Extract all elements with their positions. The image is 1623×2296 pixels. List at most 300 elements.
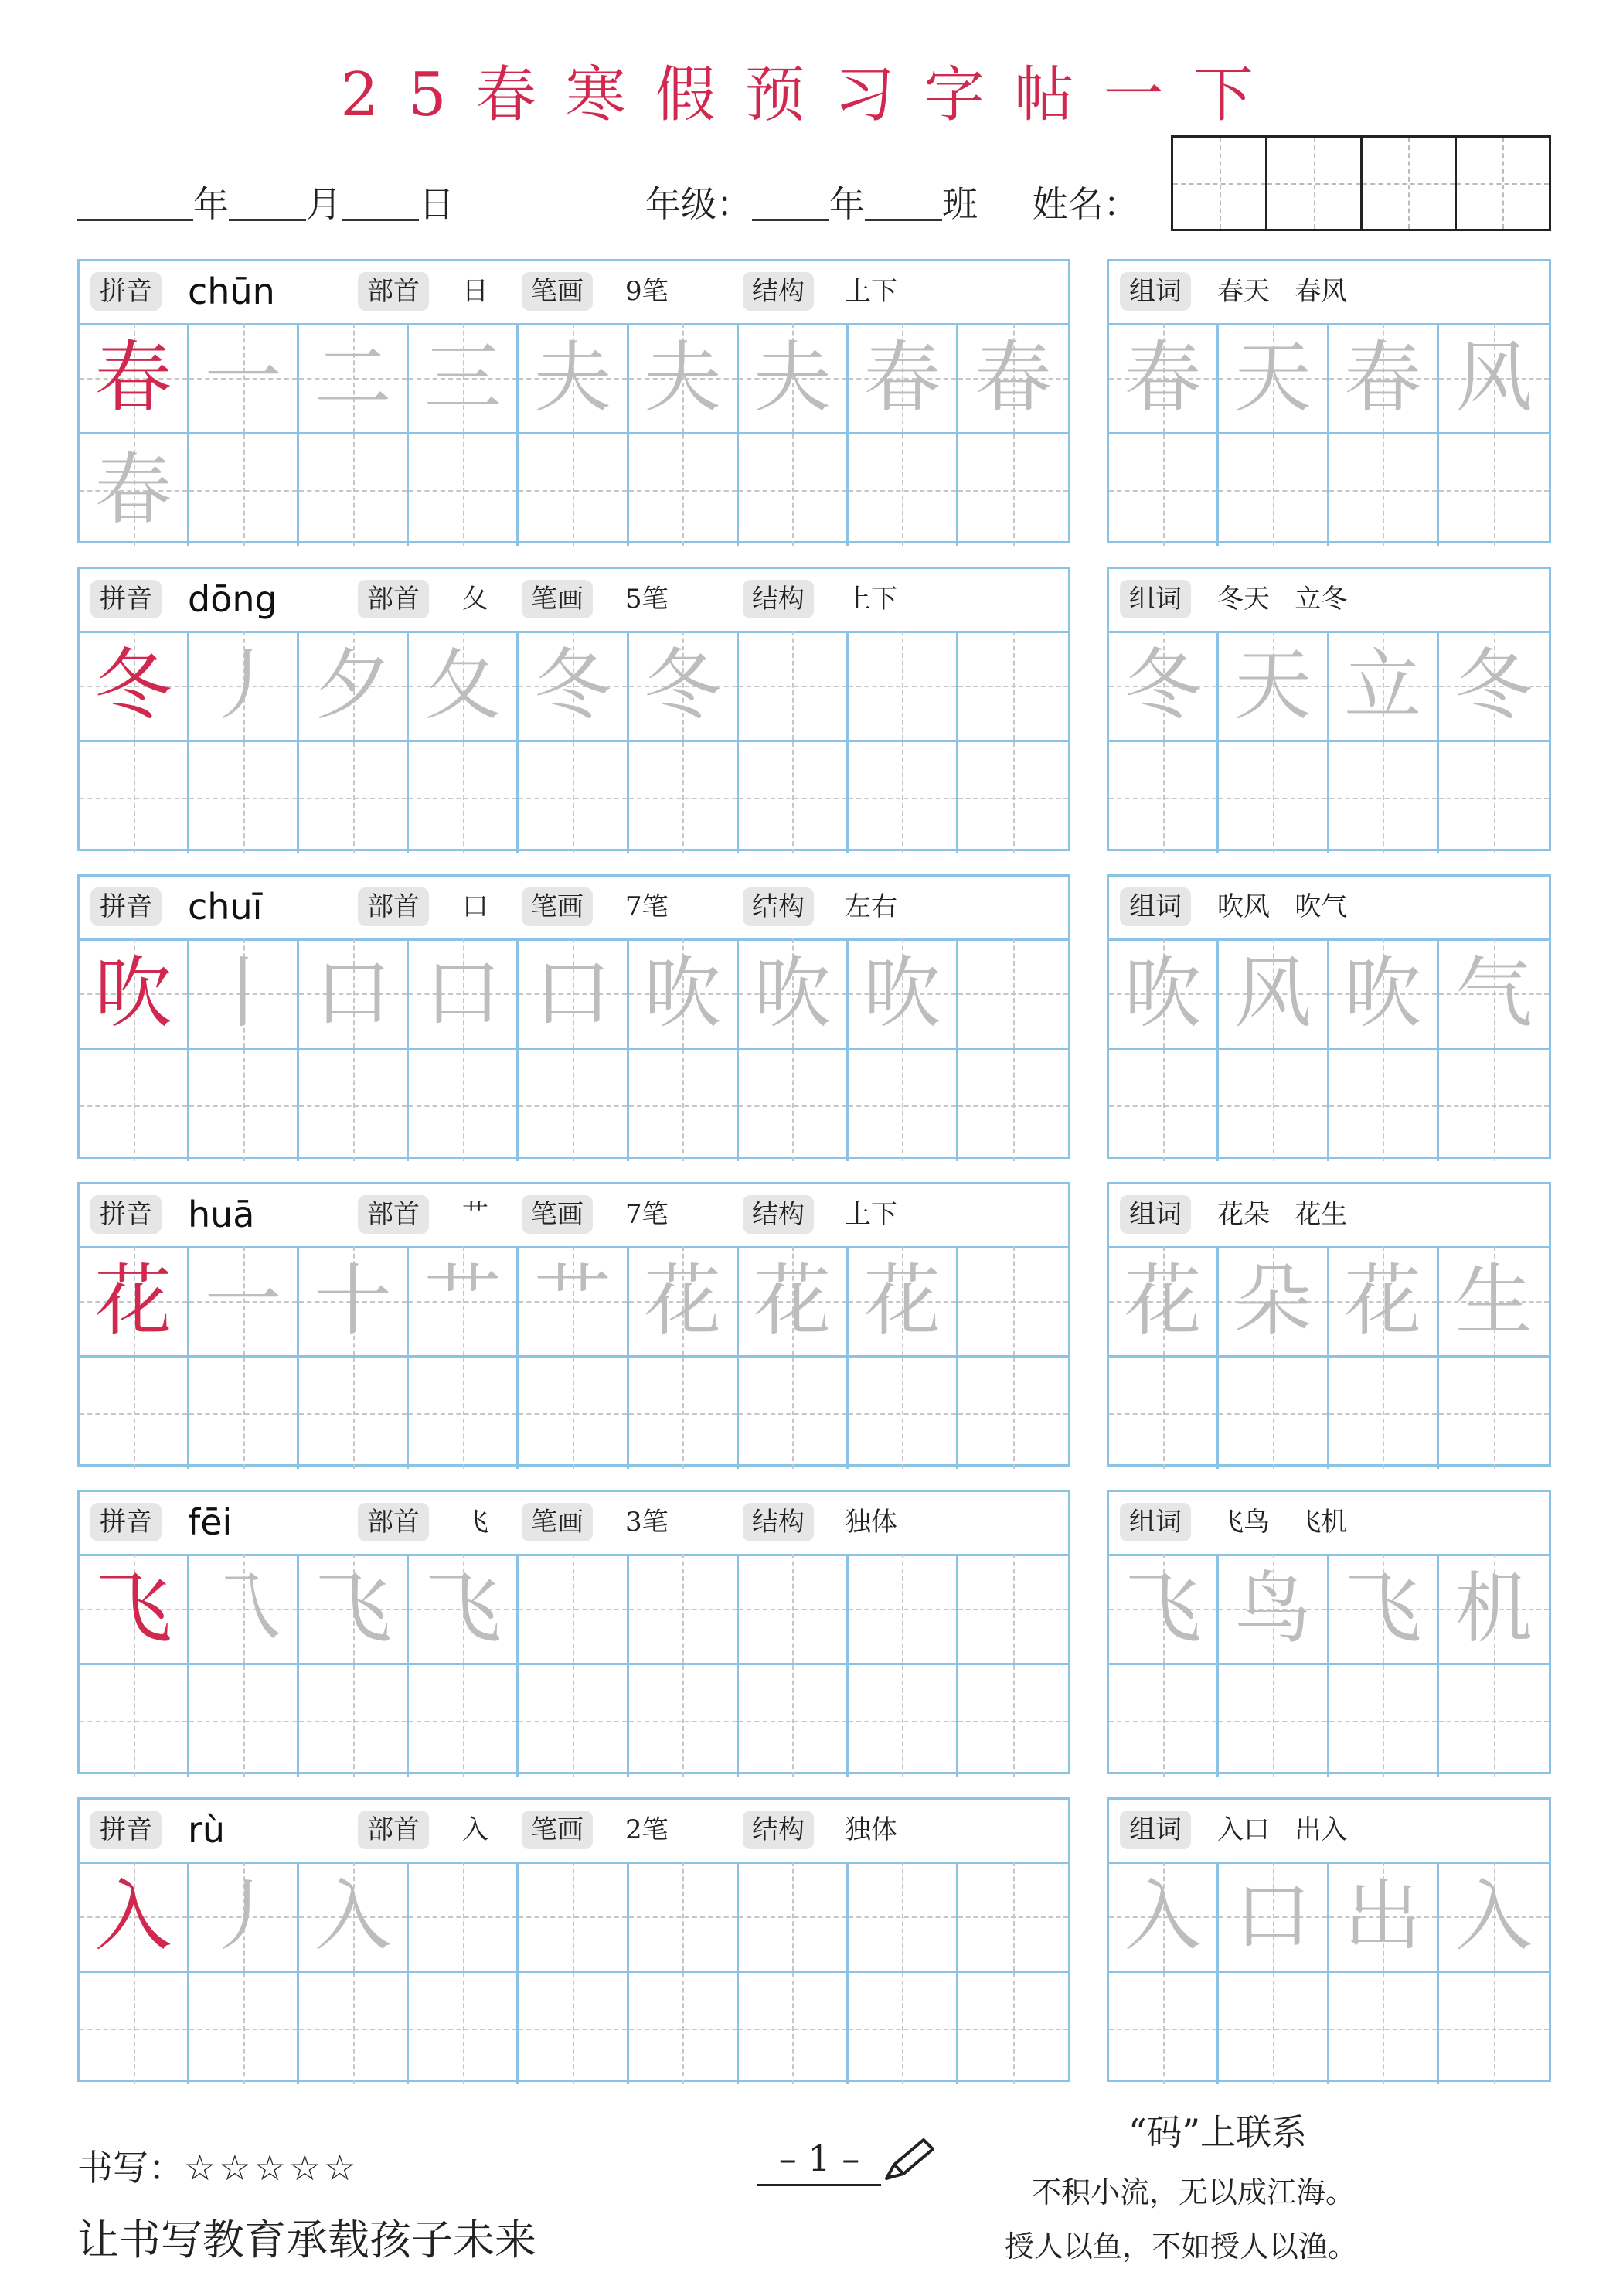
writing-cell[interactable] (629, 938, 739, 1050)
page-title: 25春寒假预习字帖一下 (340, 60, 1283, 130)
writing-cell[interactable] (1109, 434, 1219, 546)
strokes-value: 7笔 (625, 1199, 669, 1230)
name-cell[interactable] (1173, 138, 1265, 229)
trace-character: 夕 (314, 639, 392, 731)
block-header (80, 1800, 1068, 1864)
writing-grid (80, 1862, 1068, 2080)
writing-cell[interactable] (739, 1554, 849, 1665)
writing-cell[interactable] (80, 434, 189, 546)
writing-cell[interactable] (409, 1862, 519, 1973)
writing-cell[interactable] (80, 631, 189, 742)
pinyin-label: 拼音 (90, 887, 162, 926)
writing-cell[interactable] (849, 1862, 958, 1973)
writing-cell[interactable] (1439, 1862, 1549, 1973)
radical-label: 部首 (358, 1195, 429, 1234)
writing-cell[interactable] (849, 742, 958, 853)
writing-cell[interactable] (1439, 631, 1549, 742)
writing-cell[interactable] (849, 1050, 958, 1161)
writing-cell[interactable] (1439, 1554, 1549, 1665)
writing-cell[interactable] (629, 1554, 739, 1665)
writing-cell[interactable] (629, 1246, 739, 1358)
writing-cell[interactable] (299, 1862, 409, 1973)
writing-cell[interactable] (1109, 631, 1219, 742)
writing-cell[interactable] (1109, 1358, 1219, 1469)
writing-cell[interactable] (1329, 1050, 1439, 1161)
writing-cell[interactable] (409, 323, 519, 434)
trace-word-character: 气 (1455, 947, 1533, 1038)
writing-cell[interactable] (739, 1358, 849, 1469)
writing-cell[interactable] (1439, 1050, 1549, 1161)
writing-cell[interactable] (1439, 434, 1549, 546)
quote-line: 授人以鱼，不如授人以渔。 (1005, 2230, 1358, 2264)
char-practice-block (77, 567, 1070, 851)
pinyin-label: 拼音 (90, 580, 162, 618)
writing-cell[interactable] (299, 1246, 409, 1358)
writing-cell[interactable] (1329, 742, 1439, 853)
trace-character: 艹 (533, 1255, 611, 1346)
grade-line: 年级： 年 班 姓名： (645, 183, 1139, 225)
structure-value: 左右 (845, 891, 897, 922)
writing-cell[interactable] (1219, 323, 1329, 434)
trace-character: 春 (863, 332, 941, 423)
class-blank[interactable] (865, 185, 942, 221)
radical-value: 夂 (462, 584, 488, 615)
writing-cell[interactable] (849, 938, 958, 1050)
pinyin-value: chuī (188, 886, 263, 928)
writing-cell[interactable] (80, 1665, 189, 1777)
words-value: 入口 出入 (1217, 1814, 1348, 1845)
pinyin-label: 拼音 (90, 272, 162, 311)
writing-cell[interactable] (958, 742, 1068, 853)
block-header (80, 1492, 1068, 1556)
trace-character: 丿 (204, 639, 282, 731)
writing-cell[interactable] (739, 1973, 849, 2084)
writing-cell[interactable] (849, 1358, 958, 1469)
writing-cell[interactable] (189, 1246, 299, 1358)
writing-cell[interactable] (739, 938, 849, 1050)
writing-cell[interactable] (299, 1665, 409, 1777)
writing-cell[interactable] (189, 1554, 299, 1665)
writing-cell[interactable] (519, 938, 628, 1050)
pinyin-value: chūn (188, 271, 275, 312)
word-grid (1109, 1554, 1549, 1772)
trace-character: 一 (204, 332, 282, 423)
writing-cell[interactable] (409, 1665, 519, 1777)
writing-cell[interactable] (1109, 1050, 1219, 1161)
writing-cell[interactable] (1329, 1246, 1439, 1358)
writing-cell[interactable] (1439, 1665, 1549, 1777)
writing-cell[interactable] (1109, 1862, 1219, 1973)
name-cell[interactable] (1360, 138, 1455, 229)
writing-cell[interactable] (519, 434, 628, 546)
writing-cell[interactable] (299, 1050, 409, 1161)
year-blank[interactable] (77, 185, 193, 221)
model-character: 春 (94, 332, 172, 423)
writing-cell[interactable] (739, 1050, 849, 1161)
strokes-value: 5笔 (625, 584, 669, 615)
writing-cell[interactable] (849, 1554, 958, 1665)
word-header (1109, 1492, 1549, 1556)
char-practice-block (77, 874, 1070, 1159)
writing-grid (80, 1246, 1068, 1464)
trace-character: 三 (424, 332, 502, 423)
writing-cell[interactable] (1439, 938, 1549, 1050)
writing-grid (80, 938, 1068, 1157)
words-value: 春天 春风 (1217, 276, 1348, 307)
trace-word-character: 天 (1233, 332, 1312, 423)
writing-cell[interactable] (1329, 1862, 1439, 1973)
date-line: 年 月 日 (77, 176, 454, 227)
writing-cell[interactable] (299, 742, 409, 853)
writing-cell[interactable] (629, 1973, 739, 2084)
writing-cell[interactable] (189, 631, 299, 742)
block-header (80, 261, 1068, 325)
pinyin-value: huā (188, 1194, 255, 1235)
trace-word-character: 吹 (1124, 947, 1202, 1038)
strokes-label: 笔画 (522, 887, 593, 926)
writing-cell[interactable] (189, 1862, 299, 1973)
writing-cell[interactable] (739, 1246, 849, 1358)
writing-cell[interactable] (739, 742, 849, 853)
writing-cell[interactable] (629, 323, 739, 434)
radical-label: 部首 (358, 1811, 429, 1849)
writing-grid (80, 631, 1068, 849)
strokes-value: 9笔 (625, 276, 669, 307)
word-practice-block (1107, 1797, 1551, 2082)
block-header (80, 1184, 1068, 1248)
writing-cell[interactable] (299, 1358, 409, 1469)
trace-word-character: 冬 (1455, 639, 1533, 731)
writing-cell[interactable] (80, 323, 189, 434)
trace-character: 夫 (754, 332, 832, 423)
word-grid (1109, 631, 1549, 849)
trace-word-character: 风 (1455, 332, 1533, 423)
trace-character: 夫 (533, 332, 611, 423)
writing-grid (80, 323, 1068, 541)
word-grid (1109, 938, 1549, 1157)
writing-cell[interactable] (80, 1358, 189, 1469)
writing-cell[interactable] (519, 631, 628, 742)
writing-cell[interactable] (519, 1973, 628, 2084)
writing-cell[interactable] (1219, 1358, 1329, 1469)
word-grid (1109, 323, 1549, 541)
radical-label: 部首 (358, 580, 429, 618)
words-label: 组词 (1120, 1811, 1191, 1849)
word-header (1109, 569, 1549, 633)
contact-title: “码”上联系 (1128, 2111, 1308, 2153)
writing-cell[interactable] (629, 1358, 739, 1469)
writing-cell[interactable] (1439, 1246, 1549, 1358)
writing-cell[interactable] (958, 1050, 1068, 1161)
writing-cell[interactable] (849, 1665, 958, 1777)
writing-cell[interactable] (1329, 323, 1439, 434)
trace-character: 吹 (754, 947, 832, 1038)
writing-cell[interactable] (299, 323, 409, 434)
words-value: 冬天 立冬 (1217, 584, 1348, 615)
writing-cell[interactable] (1109, 1246, 1219, 1358)
page-number: – 1 – (757, 2138, 881, 2186)
trace-character: 十 (314, 1255, 392, 1346)
writing-cell[interactable] (409, 1050, 519, 1161)
trace-character: 丿 (204, 1870, 282, 1961)
trace-character: 冬 (644, 639, 722, 731)
trace-word-character: 吹 (1344, 947, 1422, 1038)
trace-character: 乁 (204, 1562, 282, 1654)
writing-cell[interactable] (519, 1554, 628, 1665)
pen-icon (877, 2134, 939, 2191)
writing-cell[interactable] (958, 1973, 1068, 2084)
trace-character: 飞 (424, 1562, 502, 1654)
block-header (80, 569, 1068, 633)
writing-cell[interactable] (409, 1973, 519, 2084)
writing-cell[interactable] (1329, 1665, 1439, 1777)
writing-cell[interactable] (1219, 1050, 1329, 1161)
model-character: 冬 (94, 639, 172, 731)
writing-cell[interactable] (189, 1050, 299, 1161)
trace-character: 口 (533, 947, 611, 1038)
writing-cell[interactable] (629, 631, 739, 742)
writing-cell[interactable] (409, 1246, 519, 1358)
trace-character: 花 (863, 1255, 941, 1346)
writing-cell[interactable] (409, 742, 519, 853)
trace-word-character: 鸟 (1233, 1562, 1312, 1654)
writing-cell[interactable] (1219, 938, 1329, 1050)
strokes-value: 7笔 (625, 891, 669, 922)
writing-cell[interactable] (958, 1862, 1068, 1973)
writing-cell[interactable] (189, 434, 299, 546)
month-blank[interactable] (229, 185, 306, 221)
writing-cell[interactable] (80, 1554, 189, 1665)
writing-cell[interactable] (1329, 631, 1439, 742)
writing-cell[interactable] (849, 323, 958, 434)
word-grid (1109, 1246, 1549, 1464)
writing-cell[interactable] (189, 742, 299, 853)
radical-value: 口 (462, 891, 488, 922)
writing-cell[interactable] (1329, 1973, 1439, 2084)
writing-cell[interactable] (519, 1665, 628, 1777)
radical-label: 部首 (358, 272, 429, 311)
words-label: 组词 (1120, 1195, 1191, 1234)
writing-cell[interactable] (1219, 1246, 1329, 1358)
trace-word-character: 冬 (1124, 639, 1202, 731)
writing-cell[interactable] (519, 1050, 628, 1161)
writing-cell[interactable] (958, 631, 1068, 742)
words-value: 吹风 吹气 (1217, 891, 1348, 922)
strokes-label: 笔画 (522, 1195, 593, 1234)
structure-label: 结构 (743, 887, 814, 926)
writing-cell[interactable] (519, 1358, 628, 1469)
writing-cell[interactable] (80, 1973, 189, 2084)
writing-cell[interactable] (1439, 742, 1549, 853)
writing-cell[interactable] (849, 1246, 958, 1358)
writing-cell[interactable] (189, 1973, 299, 2084)
writing-cell[interactable] (1109, 938, 1219, 1050)
writing-cell[interactable] (299, 631, 409, 742)
trace-word-character: 飞 (1344, 1562, 1422, 1654)
trace-word-character: 机 (1455, 1562, 1533, 1654)
writing-cell[interactable] (519, 323, 628, 434)
writing-cell[interactable] (1109, 1554, 1219, 1665)
writing-cell[interactable] (739, 1665, 849, 1777)
writing-cell[interactable] (958, 434, 1068, 546)
writing-cell[interactable] (1219, 742, 1329, 853)
radical-label: 部首 (358, 887, 429, 926)
writing-cell[interactable] (299, 938, 409, 1050)
structure-value: 上下 (845, 276, 897, 307)
structure-value: 上下 (845, 1199, 897, 1230)
writing-cell[interactable] (1219, 631, 1329, 742)
block-header (80, 877, 1068, 941)
writing-cell[interactable] (958, 938, 1068, 1050)
name-cell[interactable] (1455, 138, 1549, 229)
writing-cell[interactable] (1219, 434, 1329, 546)
structure-value: 独体 (845, 1507, 897, 1538)
writing-cell[interactable] (958, 1665, 1068, 1777)
radical-value: 艹 (462, 1199, 488, 1230)
writing-cell[interactable] (299, 434, 409, 546)
word-header (1109, 877, 1549, 941)
trace-character: 冬 (533, 639, 611, 731)
writing-cell[interactable] (1109, 1973, 1219, 2084)
trace-character: 春 (94, 445, 172, 535)
writing-cell[interactable] (409, 1358, 519, 1469)
writing-cell[interactable] (629, 1665, 739, 1777)
trace-word-character: 生 (1455, 1255, 1533, 1346)
name-label: 姓名： (1032, 183, 1139, 225)
writing-cell[interactable] (629, 742, 739, 853)
words-label: 组词 (1120, 272, 1191, 311)
word-practice-block (1107, 1182, 1551, 1467)
writing-cell[interactable] (1109, 323, 1219, 434)
model-character: 入 (94, 1870, 172, 1961)
word-practice-block (1107, 874, 1551, 1159)
writing-cell[interactable] (1329, 1358, 1439, 1469)
writing-cell[interactable] (519, 1862, 628, 1973)
model-character: 花 (94, 1255, 172, 1346)
writing-cell[interactable] (80, 742, 189, 853)
trace-character: 春 (974, 332, 1052, 423)
strokes-label: 笔画 (522, 580, 593, 618)
char-practice-block (77, 1182, 1070, 1467)
words-value: 花朵 花生 (1217, 1199, 1348, 1230)
writing-cell[interactable] (519, 1246, 628, 1358)
structure-value: 独体 (845, 1814, 897, 1845)
grade-blank[interactable] (752, 185, 829, 221)
writing-cell[interactable] (958, 1358, 1068, 1469)
writing-cell[interactable] (1439, 323, 1549, 434)
writing-cell[interactable] (629, 1050, 739, 1161)
trace-character: 飞 (314, 1562, 392, 1654)
day-blank[interactable] (342, 185, 419, 221)
trace-word-character: 出 (1344, 1870, 1422, 1961)
writing-cell[interactable] (739, 1862, 849, 1973)
strokes-value: 2笔 (625, 1814, 669, 1845)
writing-cell[interactable] (299, 1554, 409, 1665)
char-practice-block (77, 1490, 1070, 1774)
trace-character: 一 (204, 1255, 282, 1346)
writing-cell[interactable] (739, 631, 849, 742)
trace-word-character: 春 (1344, 332, 1422, 423)
writing-cell[interactable] (189, 1665, 299, 1777)
name-cell[interactable] (1265, 138, 1359, 229)
writing-cell[interactable] (1219, 1665, 1329, 1777)
trace-character: 丨 (204, 947, 282, 1038)
writing-cell[interactable] (1109, 1665, 1219, 1777)
writing-cell[interactable] (1329, 1554, 1439, 1665)
writing-grid (80, 1554, 1068, 1772)
char-practice-block (77, 259, 1070, 543)
model-character: 飞 (94, 1562, 172, 1654)
writing-cell[interactable] (739, 434, 849, 546)
char-practice-block (77, 1797, 1070, 2082)
trace-word-character: 天 (1233, 639, 1312, 731)
trace-character: 夂 (424, 639, 502, 731)
structure-label: 结构 (743, 1503, 814, 1541)
writing-cell[interactable] (189, 938, 299, 1050)
writing-cell[interactable] (519, 742, 628, 853)
writing-cell[interactable] (189, 323, 299, 434)
writing-cell[interactable] (958, 1246, 1068, 1358)
pinyin-value: fēi (188, 1501, 233, 1543)
writing-cell[interactable] (1439, 1358, 1549, 1469)
pinyin-label: 拼音 (90, 1503, 162, 1541)
writing-cell[interactable] (1219, 1862, 1329, 1973)
writing-cell[interactable] (80, 1050, 189, 1161)
writing-cell[interactable] (849, 631, 958, 742)
word-header (1109, 1184, 1549, 1248)
rating: 书写：☆☆☆☆☆ (77, 2147, 359, 2189)
rating-stars[interactable]: ☆☆☆☆☆ (184, 2147, 359, 2189)
writing-cell[interactable] (958, 323, 1068, 434)
writing-cell[interactable] (1329, 434, 1439, 546)
writing-cell[interactable] (629, 1862, 739, 1973)
word-practice-block (1107, 259, 1551, 543)
writing-cell[interactable] (849, 434, 958, 546)
word-grid (1109, 1862, 1549, 2080)
trace-character: 二 (314, 332, 392, 423)
writing-cell[interactable] (80, 1862, 189, 1973)
writing-cell[interactable] (1329, 938, 1439, 1050)
writing-cell[interactable] (629, 434, 739, 546)
pinyin-label: 拼音 (90, 1811, 162, 1849)
trace-character: 吹 (644, 947, 722, 1038)
writing-cell[interactable] (958, 1554, 1068, 1665)
trace-character: 口 (424, 947, 502, 1038)
writing-cell[interactable] (1219, 1973, 1329, 2084)
writing-cell[interactable] (189, 1358, 299, 1469)
pinyin-label: 拼音 (90, 1195, 162, 1234)
writing-cell[interactable] (409, 938, 519, 1050)
name-box[interactable] (1171, 135, 1551, 231)
trace-word-character: 花 (1124, 1255, 1202, 1346)
structure-label: 结构 (743, 1811, 814, 1849)
word-header (1109, 1800, 1549, 1864)
writing-cell[interactable] (409, 1554, 519, 1665)
writing-cell[interactable] (80, 1246, 189, 1358)
writing-cell[interactable] (849, 1973, 958, 2084)
writing-cell[interactable] (409, 434, 519, 546)
trace-word-character: 立 (1344, 639, 1422, 731)
writing-cell[interactable] (1109, 742, 1219, 853)
writing-cell[interactable] (299, 1973, 409, 2084)
trace-word-character: 飞 (1124, 1562, 1202, 1654)
writing-cell[interactable] (739, 323, 849, 434)
writing-cell[interactable] (409, 631, 519, 742)
writing-cell[interactable] (80, 938, 189, 1050)
radical-value: 飞 (462, 1507, 488, 1538)
writing-cell[interactable] (1219, 1554, 1329, 1665)
writing-cell[interactable] (1439, 1973, 1549, 2084)
